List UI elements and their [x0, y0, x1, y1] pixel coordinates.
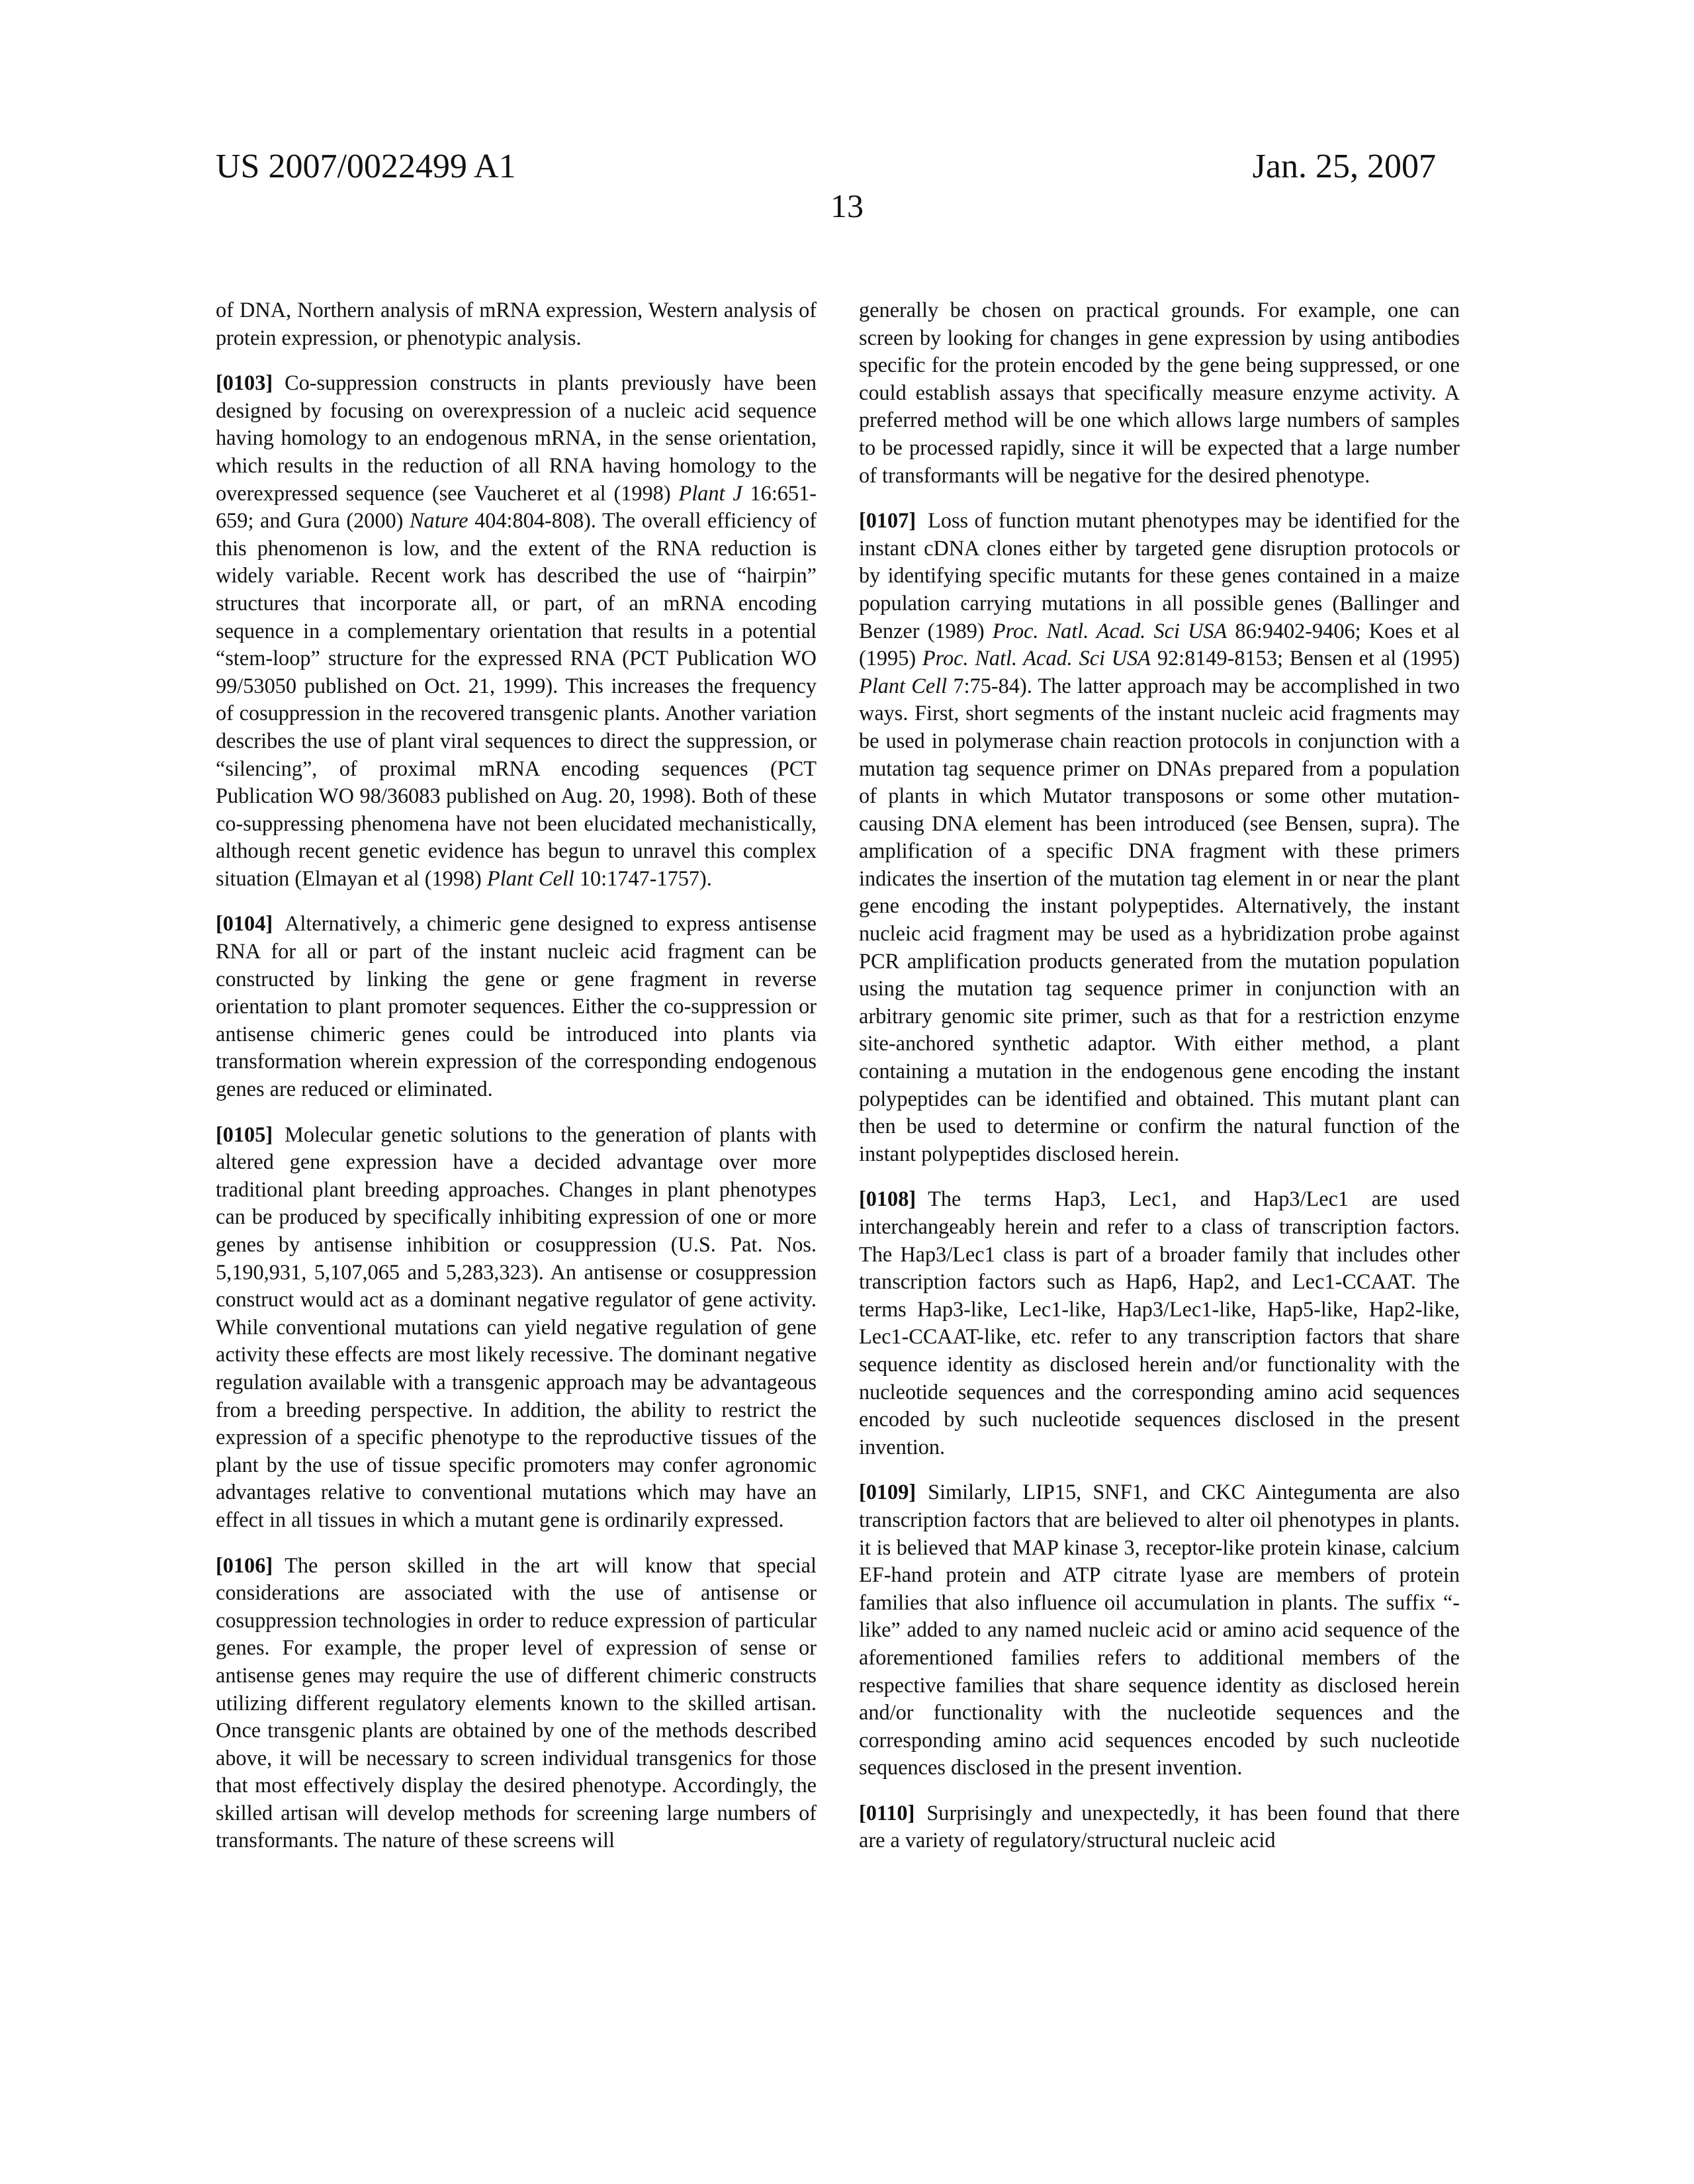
- paragraph-text: 7:75-84). The latter approach may be accomplished in two ways. First, short segments of the instant nucleic acid fragments may be used in polymerase chain reaction protocols in conjunction with a mutation tag sequence primer on DNAs prepared from a population of plants in which Mutator transposons or some other mutation-causing DNA element has been introduced (see Bensen, supra). The amplification of a specific DNA fragment with these primers indicates the insertion of the mutation tag element in or near the plant gene encoding the instant polypeptides. Alternatively, the instant nucleic acid fragment may be used as a hybridization probe against PCR amplification products generated from the mutation population using the mutation tag sequence primer in conjunction with an arbitrary genomic site primer, such as that for a restriction enzyme site-anchored synthetic adaptor. With either method, a plant containing a mutation in the endogenous gene encoding the instant polypeptides can be identified and obtained. This mutant plant can then be used to determine or confirm the natural function of the instant polypeptides disclosed herein.: [859, 674, 1460, 1165]
- journal-name: Proc. Natl. Acad. Sci USA: [993, 619, 1227, 643]
- paragraph-number: [0109]: [859, 1480, 916, 1504]
- paragraph-0104: [216, 910, 817, 1103]
- paragraph-text: Surprisingly and unexpectedly, it has been found that there are a variety of regulatory/structural nucleic acid: [859, 1801, 1460, 1852]
- paragraph-text: Similarly, LIP15, SNF1, and CKC Aintegumenta are also transcription factors that are believed to alter oil phenotypes in plants. it is believed that MAP kinase 3, receptor-like protein kinase, calcium EF-hand protein and ATP citrate lyase are members of protein families that also influence oil accumulation in plants. The suffix “-like” added to any named nucleic acid or amino acid sequence of the aforementioned families refers to additional members of the respective families that share sequence identity as disclosed herein and/or functionality with the nucleotide sequences and the corresponding amino acid sequences encoded by such nucleotide sequences disclosed in the present invention.: [859, 1480, 1460, 1779]
- paragraph-0110: [859, 1799, 1460, 1854]
- paragraph-text: Loss of function mutant phenotypes may be identified for the instant cDNA clones either by targeted gene disruption protocols or by identifying specific mutants for these genes contained in a maize population carrying mutations in all possible genes (Ballinger and Benzer (1989): [859, 508, 1460, 642]
- paragraph-text: The person skilled in the art will know that special considerations are associated with the use of antisense or cosuppression technologies in order to reduce expression of particular genes. For example, the proper level of expression of sense or antisense genes may require the use of different chimeric constructs utilizing different regulatory elements known to the skilled artisan. Once transgenic plants are obtained by one of the methods described above, it will be necessary to screen individual transgenics for those that most effectively display the desired phenotype. Accordingly, the skilled artisan will develop methods for screening large numbers of transformants. The nature of these screens will: [216, 1553, 817, 1852]
- journal-name: Plant Cell: [487, 866, 574, 890]
- right-column: [859, 296, 1460, 1872]
- paragraph-number: [0104]: [216, 911, 273, 935]
- continued-paragraph: of DNA, Northern analysis of mRNA expression, Western analysis of protein expression, or phenotypic analysis.: [216, 296, 817, 351]
- paragraph-0108: [859, 1185, 1460, 1461]
- journal-name: Plant J: [678, 481, 742, 505]
- left-column: [216, 296, 817, 1872]
- paragraph-number: [0110]: [859, 1801, 914, 1825]
- paragraph-number: [0108]: [859, 1187, 916, 1210]
- paragraph-0107: [859, 507, 1460, 1167]
- paragraph-text: Alternatively, a chimeric gene designed to express antisense RNA for all or part of the instant nucleic acid fragment can be constructed by linking the gene or gene fragment in reverse orientation to plant promoter sequences. Either the co-suppression or antisense chimeric genes could be introduced into plants via transformation wherein expression of the corresponding endogenous genes are reduced or eliminated.: [216, 911, 817, 1101]
- journal-name: Proc. Natl. Acad. Sci USA: [922, 646, 1151, 670]
- paragraph-text: 86:9402-9406; Koes et al (1995): [859, 619, 1460, 670]
- paragraph-text: 10:1747-1757).: [574, 866, 712, 890]
- paragraph-text: 16:651-659; and Gura (2000): [216, 481, 817, 533]
- page-number: 13: [0, 187, 1694, 225]
- paragraph-text: Molecular genetic solutions to the generation of plants with altered gene expression have a decided advantage over more traditional plant breeding approaches. Changes in plant phenotypes can be produced by specifically inhibiting expression of one or more genes by antisense inhibition or cosuppression (U.S. Pat. Nos. 5,190,931, 5,107,065 and 5,283,323). An antisense or cosuppression construct would act as a dominant negative regulator of gene activity. While conventional mutations can yield negative regulation of gene activity these effects are most likely recessive. The dominant negative regulation available with a transgenic approach may be advantageous from a breeding perspective. In addition, the ability to restrict the expression of a specific phenotype to the reproductive tissues of the plant by the use of tissue specific promoters may confer agronomic advantages relative to conventional mutations which may have an effect in all tissues in which a mutant gene is ordinarily expressed.: [216, 1122, 817, 1531]
- journal-name: Plant Cell: [859, 674, 947, 698]
- paragraph-number: [0105]: [216, 1122, 273, 1146]
- paragraph-0109: [859, 1479, 1460, 1782]
- paragraph-number: [0107]: [859, 508, 916, 532]
- paragraph-number: [0106]: [216, 1553, 273, 1577]
- continued-paragraph: generally be chosen on practical grounds. For example, one can screen by looking for changes in gene expression by using antibodies specific for the protein encoded by the gene being suppressed, or one could establish assays that specifically measure enzyme activity. A preferred method will be one which allows large numbers of samples to be processed rapidly, since it will be expected that a large number of transformants will be negative for the desired phenotype.: [859, 296, 1460, 489]
- paragraph-text: 92:8149-8153; Bensen et al (1995): [1151, 646, 1460, 670]
- paragraph-number: [0103]: [216, 371, 273, 394]
- publication-date: Jan. 25, 2007: [1253, 147, 1436, 186]
- paragraph-0103: [216, 369, 817, 892]
- paragraph-text: Co-suppression constructs in plants previously have been designed by focusing on overexpression of a nucleic acid sequence having homology to an endogenous mRNA, in the sense orientation, which results in the reduction of all RNA having homology to the overexpressed sequence (see Vaucheret et al (1998): [216, 371, 817, 504]
- paragraph-0105: [216, 1121, 817, 1534]
- paragraph-text: 404:804-808). The overall efficiency of this phenomenon is low, and the extent of the RNA reduction is widely variable. Recent work has described the use of “hairpin” structures that incorporate all, or part, of an mRNA encoding sequence in a complementary orientation that results in a potential “stem-loop” structure for the expressed RNA (PCT Publication WO 99/53050 published on Oct. 21, 1999). This increases the frequency of cosuppression in the recovered transgenic plants. Another variation describes the use of plant viral sequences to direct the suppression, or “silencing”, of proximal mRNA encoding sequences (PCT Publication WO 98/36083 published on Aug. 20, 1998). Both of these co-suppressing phenomena have not been elucidated mechanistically, although recent genetic evidence has begun to unravel this complex situation (Elmayan et al (1998): [216, 508, 817, 890]
- paragraph-0106: [216, 1552, 817, 1855]
- paragraph-text: The terms Hap3, Lec1, and Hap3/Lec1 are used interchangeably herein and refer to a class of transcription factors. The Hap3/Lec1 class is part of a broader family that includes other transcription factors such as Hap6, Hap2, and Lec1-CCAAT. The terms Hap3-like, Lec1-like, Hap3/Lec1-like, Hap5-like, Hap2-like, Lec1-CCAAT-like, etc. refer to any transcription factors that share sequence identity as disclosed herein and/or functionality with the nucleotide sequences and the corresponding amino acid sequences encoded by such nucleotide sequences disclosed in the present invention.: [859, 1187, 1460, 1458]
- journal-name: Nature: [410, 508, 468, 532]
- publication-number: US 2007/0022499 A1: [216, 147, 516, 186]
